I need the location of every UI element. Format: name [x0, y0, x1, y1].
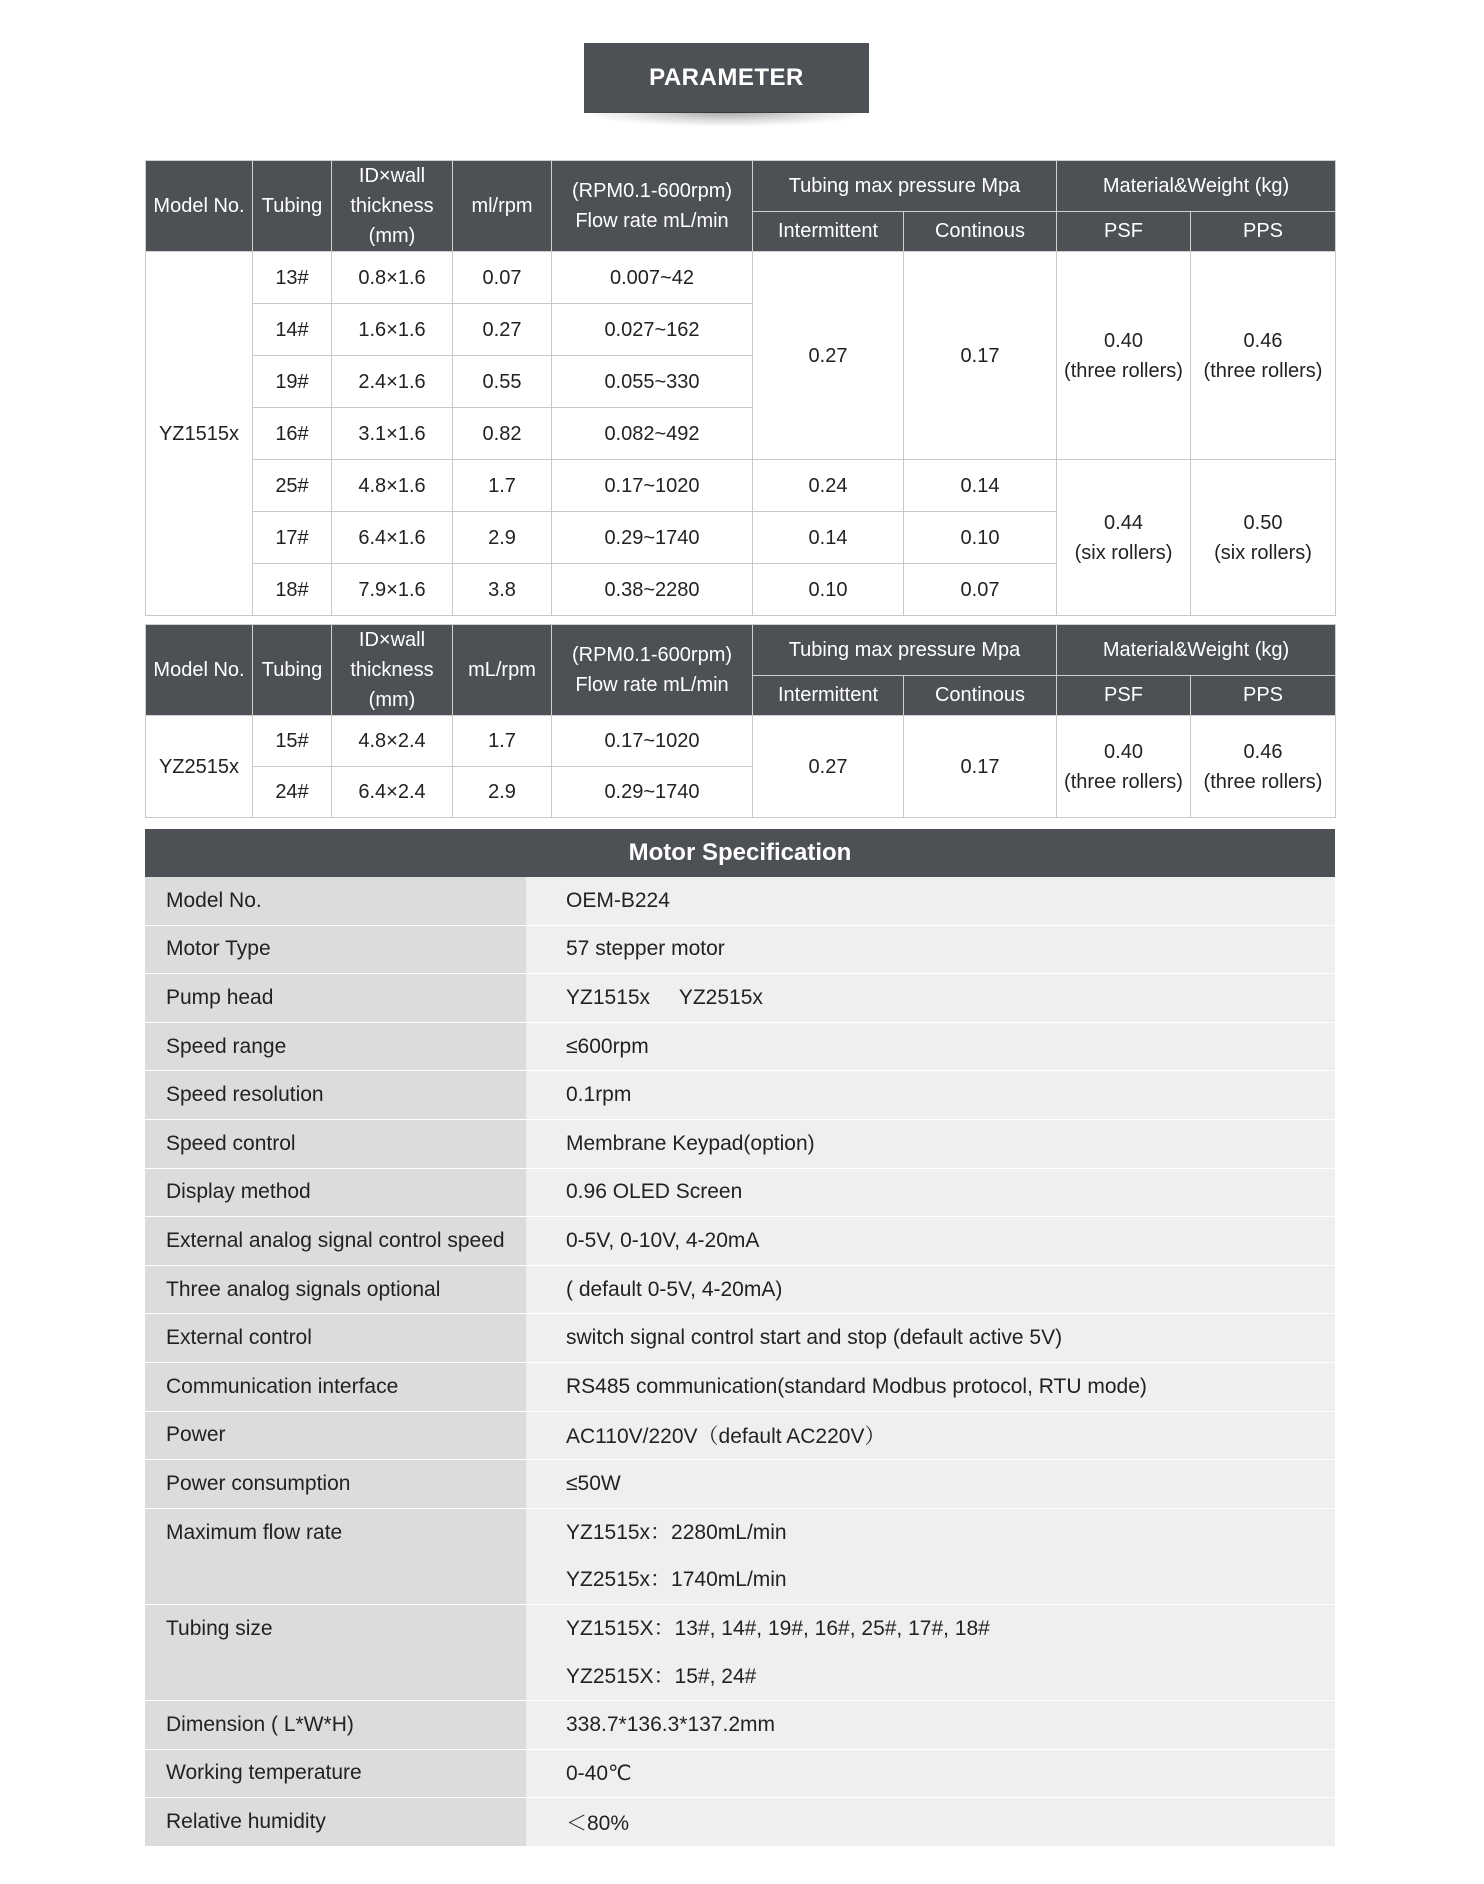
- header-continuous: Continous: [904, 675, 1057, 715]
- weight-note: (three rollers): [1203, 359, 1323, 382]
- flow-cell: 0.027~162: [552, 304, 753, 356]
- spec-value-line: YZ1515X：13#, 14#, 19#, 16#, 25#, 17#, 18#: [566, 1616, 990, 1640]
- spec-row: [145, 1749, 1335, 1798]
- ml-rpm-cell: 0.27: [453, 304, 552, 356]
- weight-value: 0.40: [1104, 329, 1143, 352]
- header-psf: PSF: [1057, 675, 1191, 715]
- ml-rpm-cell: 3.8: [453, 564, 552, 616]
- tubing-cell: 24#: [253, 767, 332, 818]
- spec-row: [145, 877, 1335, 925]
- psf-weight-cell: [1057, 252, 1191, 460]
- spec-value-line: YZ2515X：15#, 24#: [566, 1664, 757, 1688]
- header-id-wall-line: thickness: [350, 659, 434, 681]
- weight-note: (six rollers): [1074, 541, 1173, 564]
- tubing-cell: 15#: [253, 716, 332, 767]
- header-pressure: Tubing max pressure Mpa: [753, 161, 1057, 212]
- tubing-cell: 19#: [253, 356, 332, 408]
- spec-row: [145, 974, 1335, 1023]
- model-cell: YZ2515x: [146, 716, 253, 818]
- spec-row: [145, 1314, 1335, 1363]
- size-cell: 2.4×1.6: [332, 356, 453, 408]
- size-cell: 7.9×1.6: [332, 564, 453, 616]
- flow-cell: 0.29~1740: [552, 767, 753, 818]
- motor-spec-table: [145, 829, 1335, 1847]
- intermittent-cell: 0.10: [753, 564, 904, 616]
- continuous-cell: 0.07: [904, 564, 1057, 616]
- weight-value: 0.46: [1243, 740, 1283, 763]
- header-material-weight: Material&Weight (kg): [1057, 625, 1336, 676]
- continuous-cell: 0.17: [904, 716, 1057, 818]
- flow-cell: 0.38~2280: [552, 564, 753, 616]
- spec-value: ( default 0-5V, 4-20mA): [526, 1265, 1335, 1314]
- spec-key: Speed range: [145, 1022, 526, 1071]
- spec-row: [145, 1508, 1335, 1604]
- header-flow-line: Flow rate mL/min: [575, 674, 729, 696]
- ml-rpm-cell: 0.55: [453, 356, 552, 408]
- continuous-cell: 0.14: [904, 460, 1057, 512]
- spec-key: Dimension ( L*W*H): [145, 1701, 526, 1750]
- header-intermittent: Intermittent: [753, 211, 904, 251]
- spec-key: External analog signal control speed: [145, 1217, 526, 1266]
- spec-value: 0.1rpm: [526, 1071, 1335, 1120]
- banner-title: PARAMETER: [649, 64, 804, 91]
- header-continuous: Continous: [904, 211, 1057, 251]
- spec-key: Motor Type: [145, 925, 526, 974]
- spec-row: [145, 1071, 1335, 1120]
- spec-key: Display method: [145, 1168, 526, 1217]
- banner-shadow: [590, 112, 863, 126]
- header-id-wall-line: ID×wall: [358, 629, 426, 651]
- spec-row: [145, 1411, 1335, 1460]
- header-pressure: Tubing max pressure Mpa: [753, 625, 1057, 676]
- spec-row: [145, 1022, 1335, 1071]
- intermittent-cell: 0.24: [753, 460, 904, 512]
- size-cell: 3.1×1.6: [332, 408, 453, 460]
- size-cell: 4.8×1.6: [332, 460, 453, 512]
- header-ml-rpm: mL/rpm: [453, 625, 552, 716]
- spec-key: Power: [145, 1411, 526, 1460]
- intermittent-cell: 0.27: [753, 252, 904, 460]
- header-id-wall-line: ID×wall: [358, 165, 426, 187]
- continuous-cell: 0.10: [904, 512, 1057, 564]
- spec-key: Communication interface: [145, 1362, 526, 1411]
- tubing-cell: 25#: [253, 460, 332, 512]
- size-cell: 6.4×1.6: [332, 512, 453, 564]
- weight-value: 0.50: [1243, 511, 1283, 534]
- spec-row: [145, 925, 1335, 974]
- pps-weight-cell: [1191, 252, 1336, 460]
- spec-row: [145, 1701, 1335, 1750]
- spec-value: switch signal control start and stop (default active 5V): [526, 1314, 1335, 1363]
- flow-cell: 0.082~492: [552, 408, 753, 460]
- flow-cell: 0.29~1740: [552, 512, 753, 564]
- weight-value: 0.46: [1243, 329, 1283, 352]
- header-material-weight: Material&Weight (kg): [1057, 161, 1336, 212]
- flow-cell: 0.055~330: [552, 356, 753, 408]
- psf-weight-cell: [1057, 716, 1191, 818]
- header-model-no: Model No.: [146, 161, 253, 252]
- spec-key: Model No.: [145, 877, 526, 925]
- spec-key: External control: [145, 1314, 526, 1363]
- size-cell: 0.8×1.6: [332, 252, 453, 304]
- spec-key: Three analog signals optional: [145, 1265, 526, 1314]
- header-intermittent: Intermittent: [753, 675, 904, 715]
- spec-value: ≤600rpm: [526, 1022, 1335, 1071]
- flow-cell: 0.17~1020: [552, 460, 753, 512]
- spec-value: 0-5V, 0-10V, 4-20mA: [526, 1217, 1335, 1266]
- spec-row: [145, 1168, 1335, 1217]
- spec-value: Membrane Keypad(option): [526, 1119, 1335, 1168]
- spec-key: Pump head: [145, 974, 526, 1023]
- spec-key: Working temperature: [145, 1749, 526, 1798]
- ml-rpm-cell: 2.9: [453, 767, 552, 818]
- spec-value: [526, 1508, 1335, 1604]
- spec-value: 57 stepper motor: [526, 925, 1335, 974]
- spec-value: ＜80%: [526, 1798, 1335, 1847]
- header-flow-rate: [552, 161, 753, 252]
- spec-row: [145, 1460, 1335, 1509]
- weight-note: (three rollers): [1064, 359, 1183, 382]
- intermittent-cell: 0.14: [753, 512, 904, 564]
- spec-value: OEM-B224: [526, 877, 1335, 925]
- spec-value-line: YZ2515x：1740mL/min: [566, 1568, 787, 1592]
- spec-key: Tubing size: [145, 1604, 526, 1700]
- spec-row: [145, 1265, 1335, 1314]
- spec-key: Relative humidity: [145, 1798, 526, 1847]
- header-psf: PSF: [1057, 211, 1191, 251]
- header-tubing: Tubing: [253, 161, 332, 252]
- parameter-table-yz2515x: [145, 624, 1336, 818]
- header-pps: PPS: [1191, 211, 1336, 251]
- spec-value: ≤50W: [526, 1460, 1335, 1509]
- parameter-table-yz1515x: [145, 160, 1336, 616]
- header-pps: PPS: [1191, 675, 1336, 715]
- flow-cell: 0.17~1020: [552, 716, 753, 767]
- motor-spec-title: Motor Specification: [145, 829, 1335, 877]
- ml-rpm-cell: 1.7: [453, 716, 552, 767]
- header-flow-rate: [552, 625, 753, 716]
- parameter-banner: [584, 43, 869, 113]
- tubing-cell: 14#: [253, 304, 332, 356]
- ml-rpm-cell: 0.82: [453, 408, 552, 460]
- spec-row: [145, 1604, 1335, 1700]
- pps-weight-cell: [1191, 716, 1336, 818]
- weight-value: 0.44: [1104, 511, 1143, 534]
- tubing-cell: 17#: [253, 512, 332, 564]
- weight-note: (three rollers): [1203, 770, 1323, 793]
- header-id-wall: [332, 625, 453, 716]
- ml-rpm-cell: 2.9: [453, 512, 552, 564]
- spec-row: [145, 1119, 1335, 1168]
- tubing-cell: 16#: [253, 408, 332, 460]
- size-cell: 1.6×1.6: [332, 304, 453, 356]
- spec-key: Power consumption: [145, 1460, 526, 1509]
- intermittent-cell: 0.27: [753, 716, 904, 818]
- header-flow-line: Flow rate mL/min: [575, 210, 729, 232]
- header-model-no: Model No.: [146, 625, 253, 716]
- size-cell: 4.8×2.4: [332, 716, 453, 767]
- size-cell: 6.4×2.4: [332, 767, 453, 818]
- weight-value: 0.40: [1104, 740, 1143, 763]
- continuous-cell: 0.17: [904, 252, 1057, 460]
- header-id-wall-line: (mm): [368, 689, 416, 711]
- weight-note: (six rollers): [1214, 541, 1312, 564]
- spec-key: Speed control: [145, 1119, 526, 1168]
- spec-key: Maximum flow rate: [145, 1508, 526, 1604]
- flow-cell: 0.007~42: [552, 252, 753, 304]
- ml-rpm-cell: 1.7: [453, 460, 552, 512]
- tubing-cell: 18#: [253, 564, 332, 616]
- spec-value: 338.7*136.3*137.2mm: [526, 1701, 1335, 1750]
- spec-row: [145, 1217, 1335, 1266]
- header-ml-rpm: ml/rpm: [453, 161, 552, 252]
- ml-rpm-cell: 0.07: [453, 252, 552, 304]
- model-cell: YZ1515x: [146, 252, 253, 616]
- header-flow-line: (RPM0.1-600rpm): [571, 644, 733, 666]
- header-flow-line: (RPM0.1-600rpm): [571, 180, 733, 202]
- spec-value: [526, 1604, 1335, 1700]
- weight-note: (three rollers): [1064, 770, 1183, 793]
- psf-weight-cell: [1057, 460, 1191, 616]
- spec-value: YZ1515x YZ2515x: [526, 974, 1335, 1023]
- header-id-wall-line: thickness: [350, 195, 434, 217]
- tubing-cell: 13#: [253, 252, 332, 304]
- pps-weight-cell: [1191, 460, 1336, 616]
- spec-value-line: YZ1515x：2280mL/min: [566, 1520, 787, 1544]
- header-id-wall: [332, 161, 453, 252]
- spec-key: Speed resolution: [145, 1071, 526, 1120]
- spec-value: 0.96 OLED Screen: [526, 1168, 1335, 1217]
- spec-value: AC110V/220V（default AC220V）: [526, 1411, 1335, 1460]
- spec-row: [145, 1798, 1335, 1847]
- header-id-wall-line: (mm): [368, 225, 416, 247]
- header-tubing: Tubing: [253, 625, 332, 716]
- spec-value: 0-40℃: [526, 1749, 1335, 1798]
- spec-value: RS485 communication(standard Modbus protocol, RTU mode): [526, 1362, 1335, 1411]
- spec-row: [145, 1362, 1335, 1411]
